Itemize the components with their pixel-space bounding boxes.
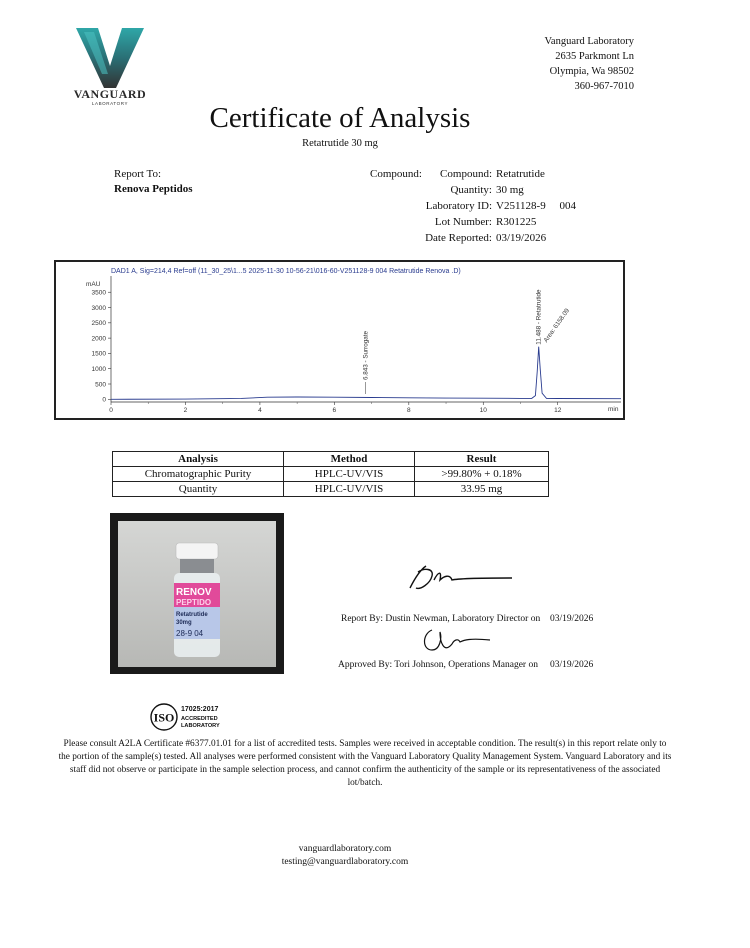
y-tick-label: 3000: [91, 304, 106, 312]
iso-line2: LABORATORY: [181, 723, 220, 729]
footer-email: testing@vanguardlaboratory.com: [281, 857, 409, 867]
report-by-date: 03/19/2026: [550, 614, 594, 624]
column-header-analysis: Analysis: [113, 452, 284, 467]
x-tick-label: 4: [258, 407, 262, 414]
x-tick-label: 10: [479, 407, 487, 414]
vial-label-dose: 30mg: [176, 620, 192, 626]
iso-mark: ISO: [153, 710, 175, 725]
vial-label-compound: Retatrutide: [176, 612, 208, 618]
y-tick-label: 3500: [91, 289, 106, 297]
report-to-label: Report To:: [114, 168, 161, 180]
vial-label-brand-2: PEPTIDO: [176, 598, 212, 607]
peak-label: 6.843 - Surrogate: [362, 330, 370, 380]
vial-image: [118, 521, 276, 667]
cell-result: >99.80% + 0.18%: [415, 467, 549, 482]
y-tick-label: 1000: [91, 366, 106, 374]
iso-accreditation-badge: [148, 702, 238, 732]
y-tick-label: 2500: [91, 320, 106, 328]
page-subtitle: Retatrutide 30 mg: [302, 138, 378, 149]
column-header-result: Result: [415, 452, 549, 467]
detail-label: Date Reported:: [425, 232, 492, 244]
cell-analysis: Quantity: [113, 482, 284, 497]
x-tick-label: 6: [332, 407, 337, 414]
cell-result: 33.95 mg: [415, 482, 549, 497]
detail-label: Laboratory ID:: [425, 200, 492, 212]
vial-label-brand: RENOV: [176, 587, 212, 598]
address-line: Olympia, Wa 98502: [549, 66, 634, 77]
address-line: 360-967-7010: [574, 81, 634, 92]
address-line: 2635 Parkmont Ln: [555, 51, 634, 62]
detail-value: V251128-9 004: [496, 200, 576, 212]
table-header-row: [113, 452, 549, 467]
report-by-text: Report By: Dustin Newman, Laboratory Director on: [341, 614, 541, 624]
table-row: [113, 482, 549, 497]
cell-analysis: Chromatographic Purity: [113, 467, 284, 482]
y-tick-label: 0: [102, 396, 106, 404]
iso-line1: ACCREDITED: [181, 716, 218, 722]
iso-standard: 17025:2017: [181, 706, 219, 713]
approved-by-text: Approved By: Tori Johnson, Operations Manager on: [338, 660, 538, 670]
detail-value: 30 mg: [496, 184, 524, 196]
y-tick-label: 2000: [91, 335, 106, 343]
logo-text: VANGUARD: [73, 87, 147, 101]
approved-by-date: 03/19/2026: [550, 660, 594, 670]
y-tick-label: 500: [95, 381, 106, 389]
x-tick-label: 2: [183, 407, 188, 414]
x-tick-label: 0: [109, 407, 113, 414]
chromatogram: [54, 260, 625, 420]
detail-label: Quantity:: [450, 184, 492, 196]
detail-value: 03/19/2026: [496, 232, 547, 244]
detail-value: Retatrutide: [496, 168, 545, 180]
results-table: [112, 451, 549, 497]
vial-label-id: 28-9 04: [176, 629, 204, 638]
x-tick-label: 12: [554, 407, 562, 414]
column-header-method: Method: [284, 452, 415, 467]
disclaimer-text: Please consult A2LA Certificate #6377.01.01 for a list of accredited tests. Samples were received in acceptable condition. The result(s) in this report relate only to the portion of the sample(s) tested. All analyses were performed consistent with the Vanguard Laboratory Quality Management System. Vanguard Laboratory and its staff did not observe or participate in the sample selection process, and cannot confirm the authenticity of the sample or its representativeness of the associated lot/batch.: [58, 739, 672, 788]
cell-method: HPLC-UV/VIS: [284, 467, 415, 482]
page-title: Certificate of Analysis: [209, 102, 471, 134]
detail-label: Compound:: [370, 168, 422, 180]
y-axis-label: mAU: [86, 281, 101, 288]
detail-value: R301225: [496, 216, 537, 228]
x-axis-label: min: [608, 406, 619, 413]
address-line: Vanguard Laboratory: [544, 36, 634, 47]
signature-tori-johnson: [418, 624, 498, 658]
chromatogram-plot: [56, 262, 623, 418]
detail-label: Lot Number:: [434, 216, 492, 228]
table-row: [113, 467, 549, 482]
chart-title: DAD1 A, Sig=214,4 Ref=off (11_30_25\1...5 2025-11-30 10-56-21\016-60-V251128-9 004 Retatrutide Renova .D): [111, 268, 461, 275]
y-tick-label: 1500: [91, 350, 106, 358]
client-name: Renova Peptidos: [114, 183, 193, 195]
peak-label: 11.488 - Retatrutide: [535, 289, 543, 345]
x-tick-label: 8: [406, 407, 411, 414]
peak-label: Area: 6158.09: [542, 307, 572, 344]
cell-method: HPLC-UV/VIS: [284, 482, 415, 497]
logo-subtext: LABORATORY: [91, 101, 129, 106]
detail-label: Compound:: [440, 168, 492, 180]
footer-website: vanguardlaboratory.com: [298, 844, 392, 854]
signature-dustin-newman: [404, 562, 524, 596]
vanguard-logo: [62, 26, 158, 106]
sample-photo: [110, 513, 284, 674]
lab-address: [544, 34, 634, 94]
